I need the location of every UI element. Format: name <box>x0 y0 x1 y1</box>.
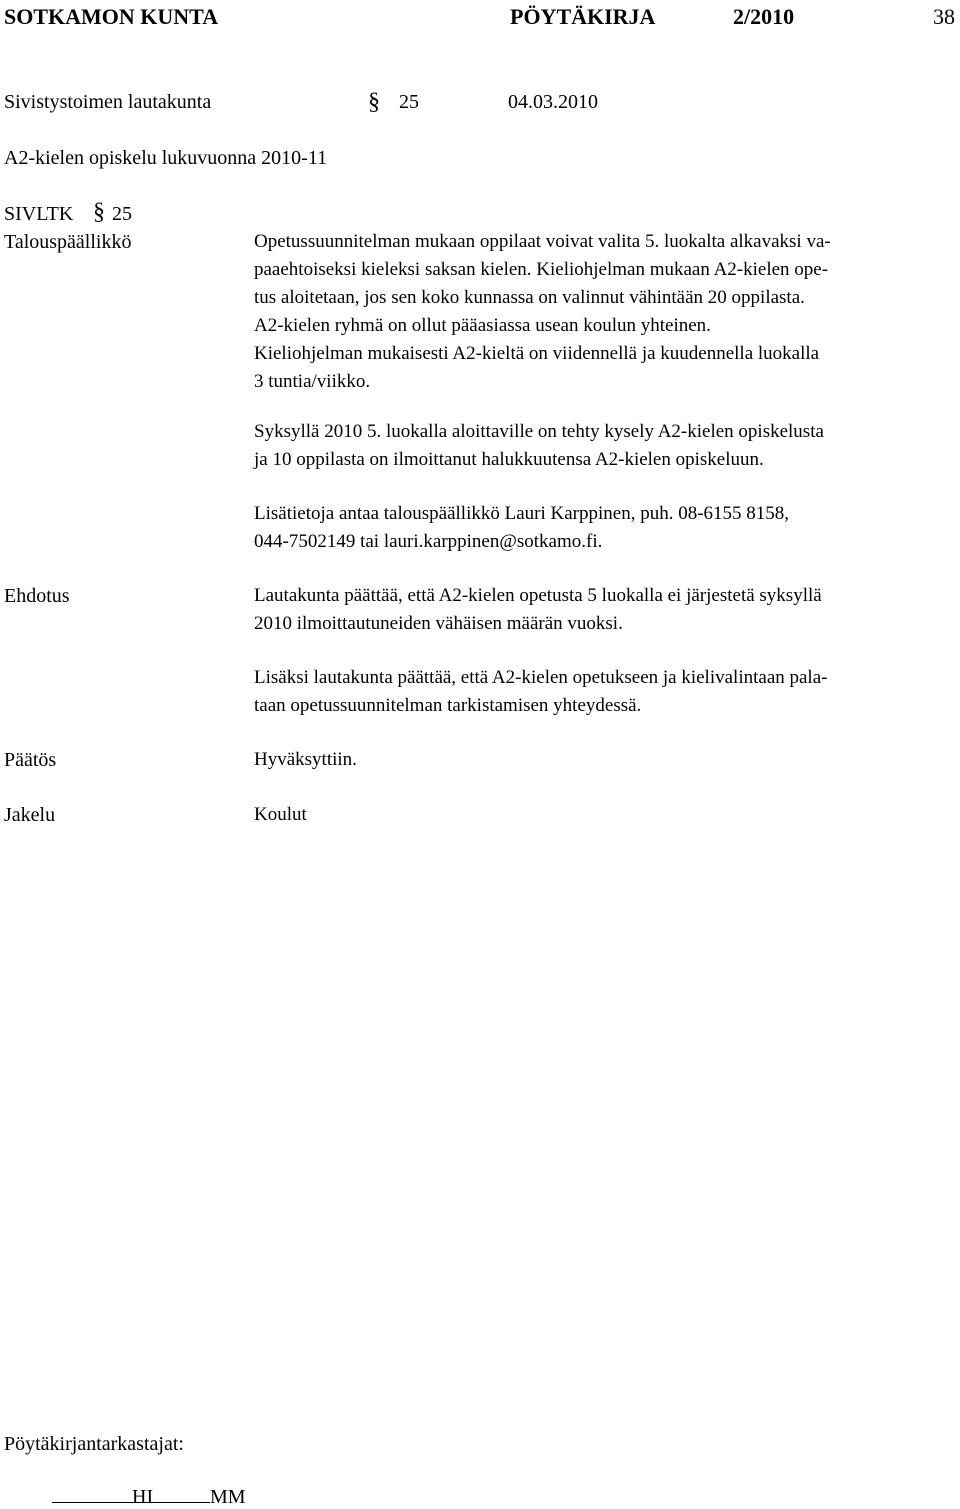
text-line: A2-kielen ryhmä on ollut pääasiassa usean koulun yhteinen. <box>254 315 711 336</box>
proposal-paragraph-1 <box>254 582 822 638</box>
text-line: Lisätietoja antaa talouspäällikkö Lauri Karppinen, puh. 08-6155 8158, <box>254 503 790 524</box>
meeting-date: 04.03.2010 <box>508 91 598 113</box>
contact-line: 044-7502149 tai lauri.karppinen@sotkamo.fi. <box>254 531 603 552</box>
decision-text: Hyväksyttiin. <box>254 749 357 770</box>
presenter-paragraph-1 <box>254 228 831 396</box>
presenter-paragraph-3 <box>254 500 789 556</box>
document-type: PÖYTÄKIRJA <box>510 4 656 29</box>
text-line: Kieliohjelman mukaisesti A2-kieltä on viidennellä ja kuudennella luokalla <box>254 343 820 364</box>
municipality-name: SOTKAMON KUNTA <box>4 4 219 29</box>
text-line: Lautakunta päättää, että A2-kielen opetusta 5 luokalla ei järjestetä syksyllä <box>254 585 822 606</box>
text-line: ja 10 oppilasta on ilmoittanut halukkuutensa A2-kielen opiskeluun. <box>254 449 764 470</box>
reviewer-initials-1: HI <box>132 1486 154 1508</box>
text-line: 2010 ilmoittautuneiden vähäisen määrän vuoksi. <box>254 613 623 634</box>
text-line: tus aloitetaan, jos sen koko kunnassa on valinnut vähintään 20 oppilasta. <box>254 287 805 308</box>
presenter-paragraph-2 <box>254 418 824 474</box>
signature-blank <box>130 1484 210 1503</box>
signature-line-2 <box>130 1484 246 1509</box>
text-line: taan opetussuunnitelman tarkistamisen yhteydessä. <box>254 695 642 716</box>
text-line: Opetussuunnitelman mukaan oppilaat voivat valita 5. luokalta alkavaksi va- <box>254 231 831 252</box>
presenter-label: Talouspäällikkö <box>4 231 132 253</box>
reviewer-initials-2: MM <box>210 1486 246 1508</box>
text-line: paaehtoiseksi kieleksi saksan kielen. Kieliohjelman mukaan A2-kielen ope- <box>254 259 829 280</box>
proposal-label: Ehdotus <box>4 585 70 607</box>
decision-label: Päätös <box>4 749 57 771</box>
ref-code: SIVLTK <box>4 203 74 225</box>
text-line: Syksyllä 2010 5. luokalla aloittaville on tehty kysely A2-kielen opiskelusta <box>254 421 824 442</box>
text-line: 3 tuntia/viikko. <box>254 371 371 392</box>
section-sign: § <box>368 89 380 115</box>
page-number: 38 <box>933 4 955 29</box>
distribution-label: Jakelu <box>4 804 56 826</box>
ref-number: 25 <box>112 203 132 225</box>
board-name: Sivistystoimen lautakunta <box>4 91 212 113</box>
signature-blank <box>52 1484 132 1503</box>
document-number: 2/2010 <box>733 4 795 29</box>
proposal-paragraph-2 <box>254 664 827 720</box>
item-title: A2-kielen opiskelu lukuvuonna 2010-11 <box>4 147 328 169</box>
distribution-text: Koulut <box>254 804 307 825</box>
ref-section-sign: § <box>93 199 105 225</box>
section-number: 25 <box>399 91 419 113</box>
reviewers-label: Pöytäkirjantarkastajat: <box>4 1433 184 1455</box>
text-line: Lisäksi lautakunta päättää, että A2-kielen opetukseen ja kielivalintaan pala- <box>254 667 828 688</box>
